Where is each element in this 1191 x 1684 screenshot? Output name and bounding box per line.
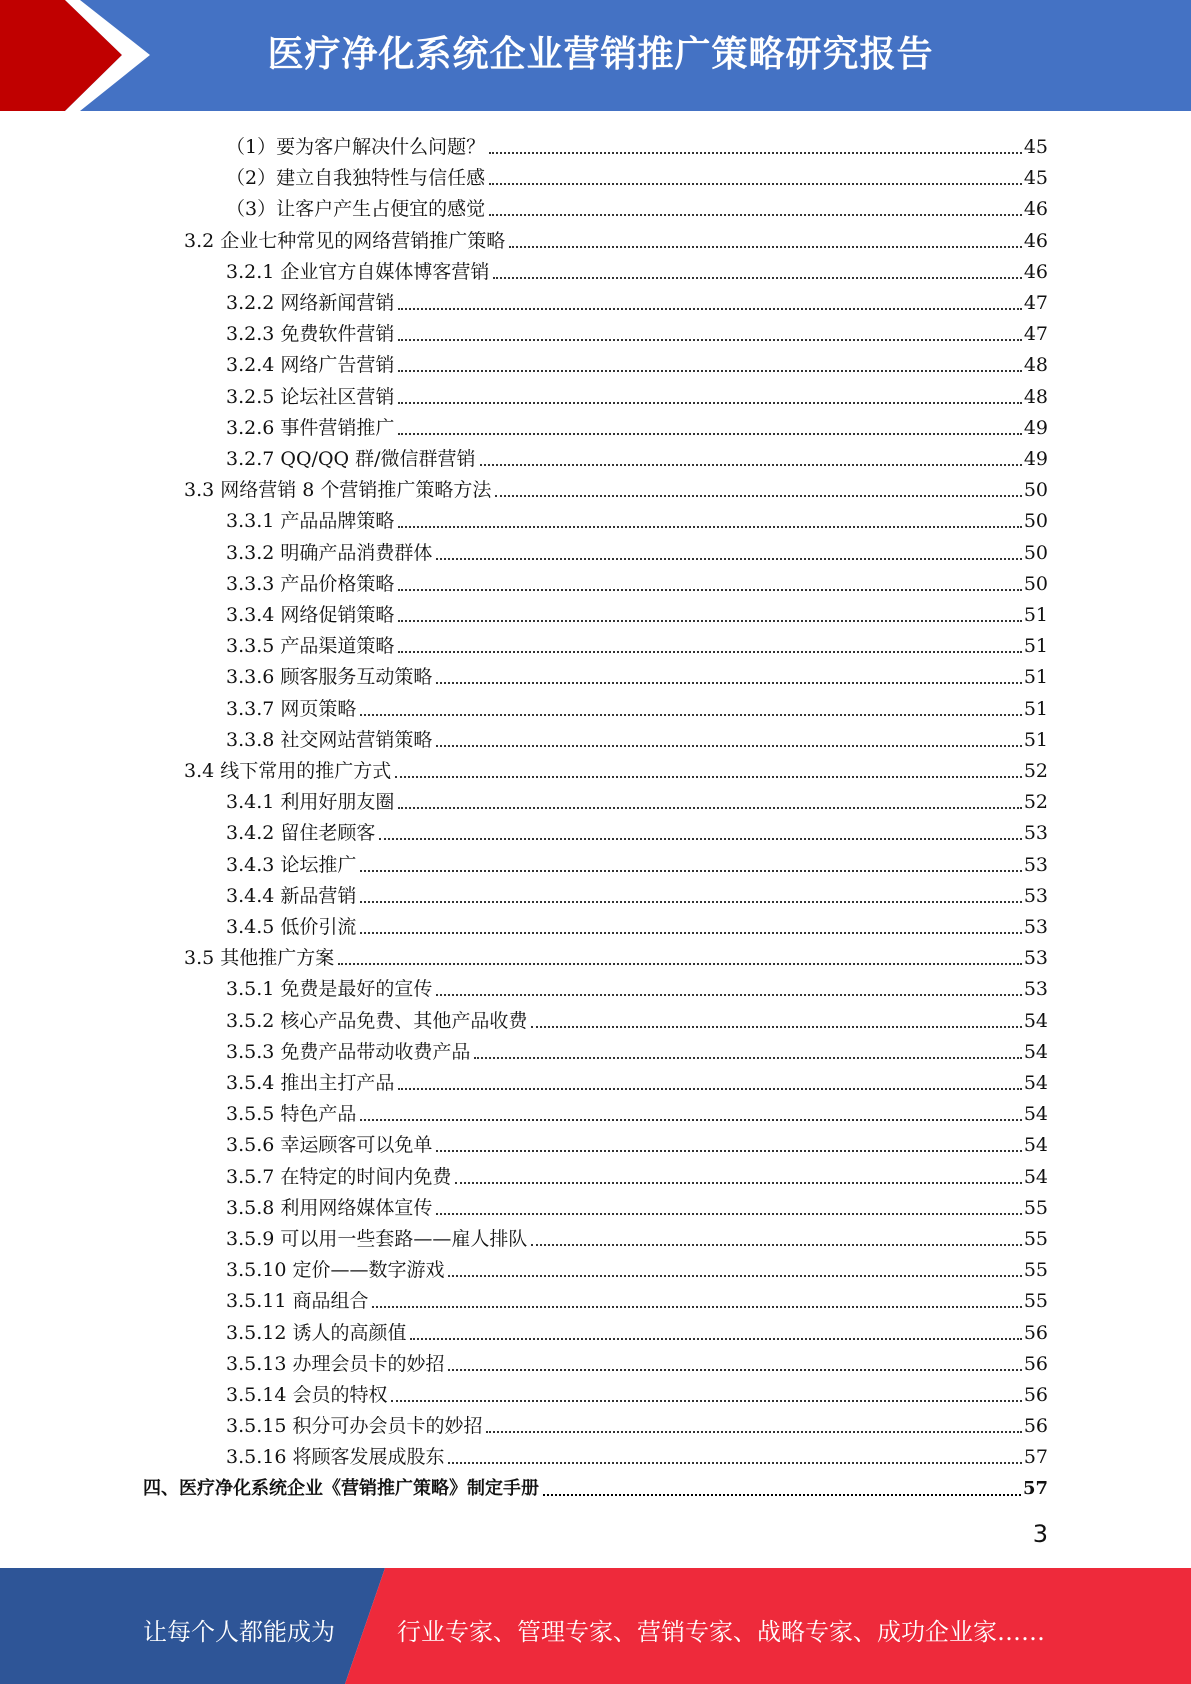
toc-entry-label: 3.3.2 明确产品消费群体 — [226, 541, 433, 564]
toc-leader-dots — [398, 433, 1021, 435]
toc-leader-dots — [360, 901, 1021, 903]
toc-entry-label: 3.2.7 QQ/QQ 群/微信群营销 — [226, 448, 476, 470]
toc-entry-page: 52 — [1023, 760, 1048, 782]
toc-entry-label: （3）让客户产生占便宜的感觉 — [226, 198, 486, 221]
toc-entry-page: 51 — [1023, 697, 1048, 720]
toc-entry[interactable] — [226, 440, 1048, 471]
toc-entry-page: 52 — [1023, 791, 1048, 814]
toc-leader-dots — [489, 152, 1022, 154]
toc-entry-page: 54 — [1023, 1103, 1048, 1126]
toc-entry[interactable] — [226, 783, 1048, 814]
toc-entry-page: 51 — [1023, 604, 1048, 626]
toc-leader-dots — [395, 776, 1022, 778]
toc-entry-label: 3.3.6 顾客服务互动策略 — [226, 666, 433, 689]
toc-leader-dots — [398, 589, 1021, 591]
page-number: 3 — [1032, 1520, 1048, 1548]
toc-entry-page: 48 — [1023, 354, 1048, 377]
toc-entry[interactable] — [226, 253, 1048, 284]
toc-leader-dots — [480, 464, 1022, 466]
toc-leader-dots — [338, 963, 1022, 965]
toc-entry-page: 53 — [1023, 916, 1048, 938]
toc-leader-dots — [509, 246, 1022, 248]
toc-entry-label: 3.2.6 事件营销推广 — [226, 416, 395, 439]
toc-entry[interactable] — [226, 534, 1048, 565]
toc-entry-page: 50 — [1023, 510, 1048, 533]
toc-leader-dots — [398, 402, 1021, 404]
toc-leader-dots — [436, 558, 1021, 560]
toc-entry[interactable] — [226, 1064, 1048, 1095]
toc-entry-page: 56 — [1023, 1352, 1048, 1375]
toc-entry-label: 3.5.8 利用网络媒体宣传 — [226, 1196, 433, 1219]
toc-entry-label: （1）要为客户解决什么问题？ — [226, 136, 486, 158]
toc-entry-label: 3.5.11 商品组合 — [226, 1290, 369, 1313]
toc-leader-dots — [360, 1119, 1021, 1121]
toc-entry-page: 53 — [1023, 822, 1048, 845]
toc-entry[interactable] — [226, 378, 1048, 409]
toc-entry[interactable] — [184, 471, 1048, 502]
toc-entry[interactable] — [226, 970, 1048, 1001]
toc-entry-page: 49 — [1023, 416, 1048, 439]
toc-leader-dots — [436, 1213, 1021, 1215]
toc-entry[interactable] — [226, 159, 1048, 190]
toc-leader-dots — [398, 339, 1021, 341]
toc-entry-page: 56 — [1023, 1384, 1048, 1406]
toc-entry-page: 47 — [1023, 323, 1048, 346]
toc-leader-dots — [398, 620, 1021, 622]
toc-leader-dots — [360, 932, 1021, 934]
toc-entry-page: 54 — [1023, 1165, 1048, 1188]
toc-entry[interactable] — [226, 627, 1048, 658]
toc-entry-page: 53 — [1023, 884, 1048, 907]
toc-leader-dots — [398, 308, 1021, 310]
toc-entry-page: 55 — [1023, 1259, 1048, 1282]
page-header — [0, 0, 1191, 111]
toc-entry[interactable] — [226, 409, 1048, 440]
toc-entry[interactable] — [184, 222, 1048, 253]
toc-entry-label: 3.5.6 幸运顾客可以免单 — [226, 1134, 433, 1157]
toc-entry-page: 49 — [1023, 448, 1048, 470]
toc-leader-dots — [493, 277, 1021, 279]
toc-leader-dots — [436, 1150, 1021, 1152]
toc-entry-page: 55 — [1023, 1290, 1048, 1313]
toc-entry[interactable] — [226, 1376, 1048, 1407]
toc-entry-label: 3.3.3 产品价格策略 — [226, 572, 395, 595]
toc-entry[interactable] — [226, 596, 1048, 627]
toc-leader-dots — [398, 526, 1021, 528]
toc-leader-dots — [448, 1275, 1021, 1277]
toc-entry-label: 四、医疗净化系统企业《营销推广策略》制定手册 — [143, 1477, 539, 1499]
toc-entry[interactable] — [226, 814, 1048, 845]
toc-leader-dots — [531, 1244, 1021, 1246]
toc-leader-dots — [398, 807, 1021, 809]
toc-entry[interactable] — [184, 939, 1048, 970]
footer-slogan-right: 行业专家、管理专家、营销专家、战略专家、成功企业家…… — [397, 1618, 1045, 1646]
toc-entry-label: 3.5 其他推广方案 — [184, 947, 335, 970]
toc-entry[interactable] — [226, 284, 1048, 315]
toc-entry-label: 3.3.1 产品品牌策略 — [226, 510, 395, 533]
toc-entry[interactable] — [226, 565, 1048, 596]
toc-entry-page: 51 — [1023, 666, 1048, 689]
toc-entry-label: 3.2.2 网络新闻营销 — [226, 292, 395, 314]
toc-entry-label: （2）建立自我独特性与信任感 — [226, 167, 486, 190]
toc-entry[interactable] — [226, 346, 1048, 377]
toc-entry-label: 3.2.1 企业官方自媒体博客营销 — [226, 260, 490, 283]
toc-leader-dots — [398, 1088, 1021, 1090]
toc-entry-label: 3.5.13 办理会员卡的妙招 — [226, 1352, 445, 1375]
toc-entry[interactable] — [226, 1126, 1048, 1157]
toc-entry-label: 3.5.15 积分可办会员卡的妙招 — [226, 1415, 483, 1438]
toc-entry-label: 3.4 线下常用的推广方式 — [184, 760, 392, 782]
toc-entry[interactable] — [226, 1407, 1048, 1438]
toc-entry-label: 3.4.5 低价引流 — [226, 916, 357, 938]
toc-leader-dots — [486, 1431, 1021, 1433]
toc-leader-dots — [360, 870, 1021, 872]
toc-entry-page: 46 — [1023, 260, 1048, 283]
toc-leader-dots — [455, 1182, 1021, 1184]
toc-leader-dots — [372, 1306, 1021, 1308]
toc-leader-dots — [398, 651, 1021, 653]
toc-entry-page: 55 — [1023, 1228, 1048, 1250]
toc-leader-dots — [436, 745, 1021, 747]
toc-entry-label: 3.5.1 免费是最好的宣传 — [226, 978, 433, 1001]
toc-entry-label: 3.5.2 核心产品免费、其他产品收费 — [226, 1009, 528, 1032]
toc-entry[interactable] — [226, 1345, 1048, 1376]
document-title: 医疗净化系统企业营销推广策略研究报告 — [267, 34, 934, 75]
toc-entry[interactable] — [226, 1251, 1048, 1282]
toc-entry-page: 53 — [1023, 978, 1048, 1001]
toc-entry[interactable] — [226, 1314, 1048, 1345]
toc-entry-label: 3.5.14 会员的特权 — [226, 1384, 388, 1406]
toc-entry-label: 3.3.4 网络促销策略 — [226, 604, 395, 626]
toc-entry-page: 46 — [1023, 198, 1048, 221]
toc-leader-dots — [448, 1369, 1021, 1371]
toc-leader-dots — [489, 183, 1022, 185]
toc-entry-label: 3.3.5 产品渠道策略 — [226, 635, 395, 658]
toc-leader-dots — [495, 495, 1021, 497]
toc-entry-label: 3.5.3 免费产品带动收费产品 — [226, 1040, 471, 1063]
toc-entry-page: 50 — [1023, 572, 1048, 595]
toc-entry-label: 3.5.10 定价——数字游戏 — [226, 1259, 445, 1282]
toc-entry-page: 53 — [1023, 947, 1048, 970]
toc-entry-label: 3.3 网络营销 8 个营销推广策略方法 — [184, 479, 492, 502]
toc-entry-label: 3.4.1 利用好朋友圈 — [226, 791, 395, 814]
toc-entry-label: 3.5.12 诱人的高颜值 — [226, 1321, 407, 1344]
toc-entry[interactable] — [226, 908, 1048, 939]
toc-entry[interactable] — [226, 721, 1048, 752]
toc-entry-page: 48 — [1023, 385, 1048, 408]
toc-entry-page: 50 — [1023, 479, 1048, 502]
toc-entry-page: 57 — [1022, 1477, 1048, 1499]
toc-entry[interactable] — [226, 658, 1048, 689]
toc-entry-page: 47 — [1023, 292, 1048, 314]
toc-entry[interactable] — [226, 502, 1048, 533]
toc-leader-dots — [474, 1057, 1021, 1059]
toc-entry-page: 45 — [1023, 167, 1048, 190]
toc-entry-page: 46 — [1023, 229, 1048, 252]
toc-entry[interactable] — [226, 690, 1048, 721]
toc-entry-label: 3.2.5 论坛社区营销 — [226, 385, 395, 408]
toc-entry[interactable] — [226, 846, 1048, 877]
toc-entry-page: 50 — [1023, 541, 1048, 564]
toc-entry[interactable] — [226, 1158, 1048, 1189]
toc-entry-label: 3.2.4 网络广告营销 — [226, 354, 395, 377]
toc-entry[interactable] — [226, 1002, 1048, 1033]
toc-entry[interactable] — [226, 1095, 1048, 1126]
toc-entry[interactable] — [226, 128, 1048, 159]
toc-entry-page: 54 — [1023, 1009, 1048, 1032]
toc-entry[interactable] — [226, 1282, 1048, 1313]
toc-entry-label: 3.5.16 将顾客发展成股东 — [226, 1446, 445, 1469]
toc-entry-label: 3.5.5 特色产品 — [226, 1103, 357, 1126]
toc-entry-label: 3.4.2 留住老顾客 — [226, 822, 376, 845]
toc-entry[interactable] — [184, 752, 1048, 783]
toc-entry[interactable] — [226, 1220, 1048, 1251]
toc-entry-page: 57 — [1023, 1446, 1048, 1469]
toc-entry[interactable] — [226, 315, 1048, 346]
toc-entry-page: 51 — [1023, 728, 1048, 751]
toc-leader-dots — [543, 1494, 1021, 1496]
toc-entry[interactable] — [226, 1033, 1048, 1064]
toc-leader-dots — [398, 370, 1021, 372]
toc-entry-page: 55 — [1023, 1196, 1048, 1219]
toc-entry-label: 3.5.7 在特定的时间内免费 — [226, 1165, 452, 1188]
toc-entry[interactable] — [143, 1470, 1048, 1501]
toc-leader-dots — [531, 1026, 1021, 1028]
toc-entry-page: 54 — [1023, 1072, 1048, 1094]
toc-leader-dots — [391, 1400, 1021, 1402]
page-footer — [0, 1568, 1191, 1684]
toc-entry-label: 3.5.4 推出主打产品 — [226, 1072, 395, 1094]
toc-entry-page: 53 — [1023, 853, 1048, 876]
toc-entry-label: 3.2 企业七种常见的网络营销推广策略 — [184, 229, 506, 252]
toc-leader-dots — [436, 682, 1021, 684]
toc-leader-dots — [379, 838, 1021, 840]
toc-entry-page: 54 — [1023, 1134, 1048, 1157]
toc-leader-dots — [410, 1338, 1021, 1340]
toc-entry[interactable] — [226, 1189, 1048, 1220]
toc-entry-page: 56 — [1023, 1415, 1048, 1438]
toc-entry-label: 3.2.3 免费软件营销 — [226, 323, 395, 346]
toc-entry-page: 45 — [1023, 136, 1048, 158]
toc-entry[interactable] — [226, 1438, 1048, 1469]
toc-entry-page: 54 — [1023, 1040, 1048, 1063]
toc-entry-page: 51 — [1023, 635, 1048, 658]
toc-entry-label: 3.3.8 社交网站营销策略 — [226, 728, 433, 751]
toc-entry-page: 56 — [1023, 1321, 1048, 1344]
footer-slogan-left: 让每个人都能成为 — [143, 1618, 335, 1646]
toc-leader-dots — [489, 214, 1022, 216]
toc-leader-dots — [436, 994, 1021, 996]
toc-entry-label: 3.5.9 可以用一些套路——雇人排队 — [226, 1228, 528, 1250]
toc-entry[interactable] — [226, 190, 1048, 221]
toc-entry-label: 3.4.4 新品营销 — [226, 884, 357, 907]
toc-leader-dots — [448, 1462, 1021, 1464]
toc-entry[interactable] — [226, 877, 1048, 908]
toc-entry-label: 3.4.3 论坛推广 — [226, 853, 357, 876]
toc-leader-dots — [360, 714, 1021, 716]
toc-entry-label: 3.3.7 网页策略 — [226, 697, 357, 720]
